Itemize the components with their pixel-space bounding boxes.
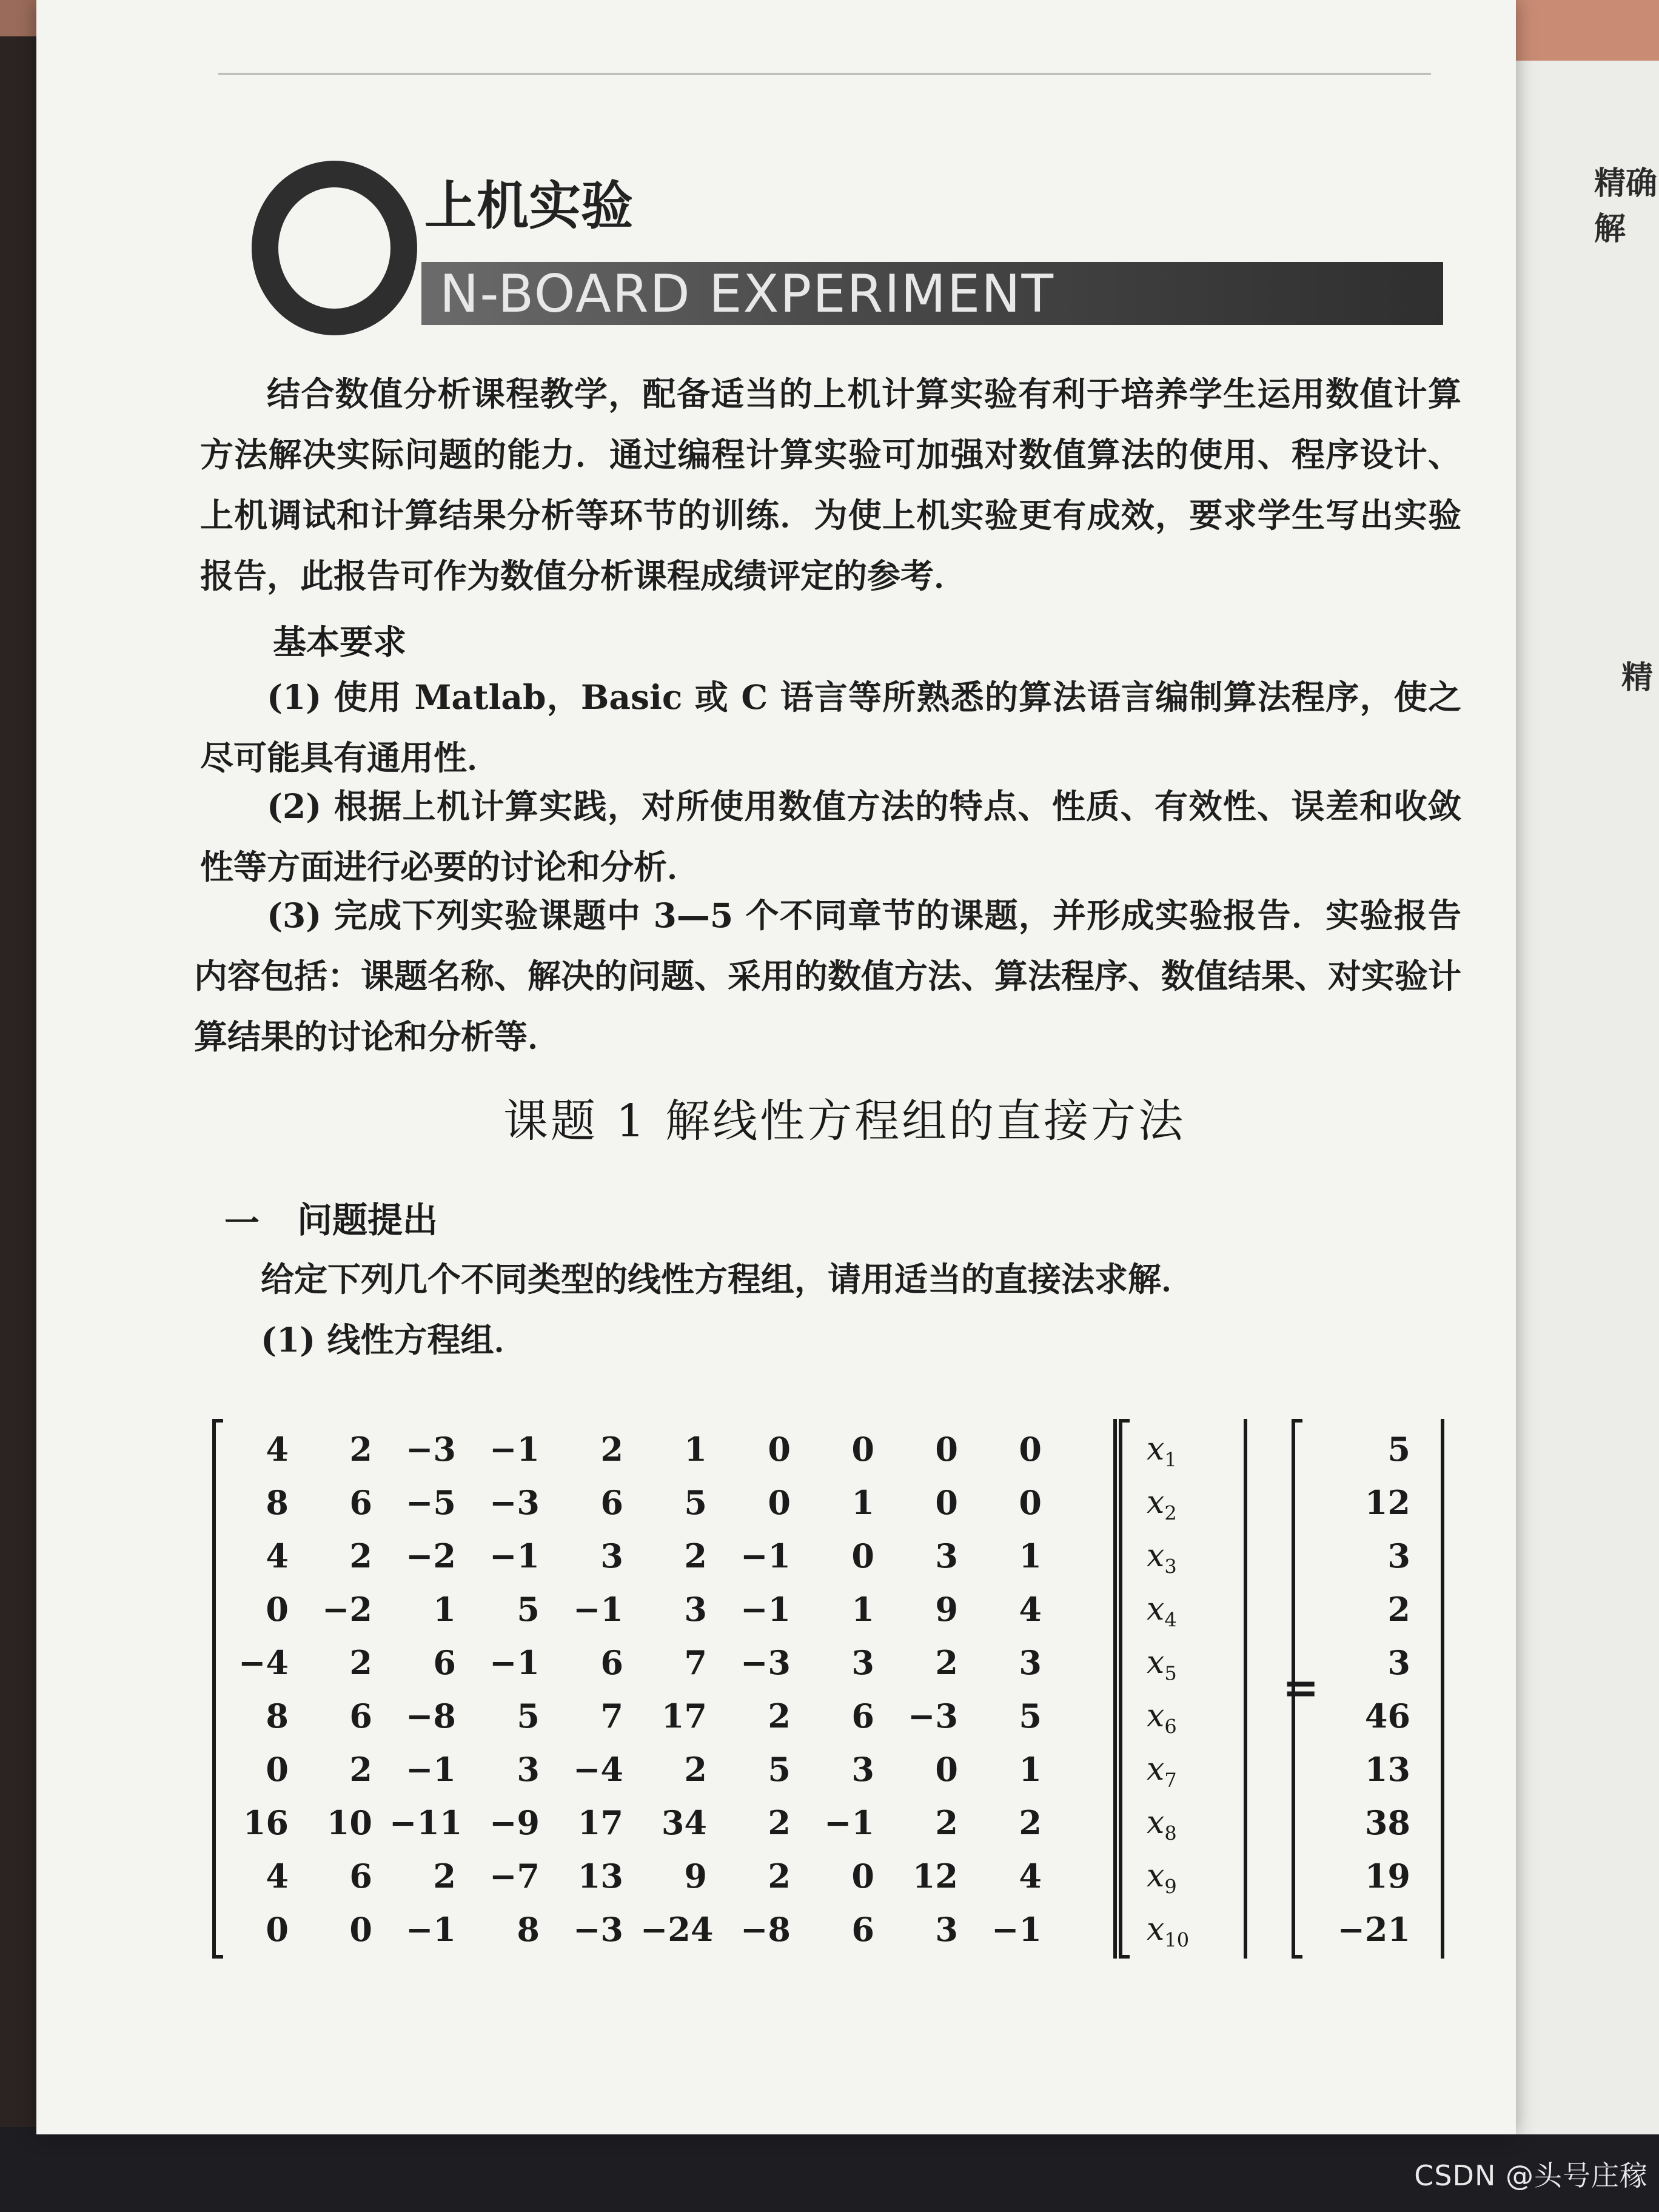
matrix-a-cell: −2 (406, 1537, 456, 1575)
unknown-vector (1119, 1419, 1247, 1959)
matrix-a-cell: 6 (349, 1697, 372, 1735)
vector-b-cell: 3 (1387, 1537, 1410, 1575)
vector-x-index: 3 (1164, 1555, 1177, 1578)
matrix-a-cell: 7 (684, 1643, 707, 1682)
matrix-a-cell: −1 (489, 1643, 540, 1682)
matrix-a-cell: −1 (740, 1537, 791, 1575)
matrix-a-cell: 17 (577, 1803, 623, 1842)
vector-b-cell: 38 (1364, 1803, 1410, 1842)
right-page (1507, 61, 1659, 2134)
vector-x-index: 6 (1164, 1715, 1177, 1738)
matrix-a-cell: 2 (768, 1857, 791, 1895)
matrix-a-cell: 2 (349, 1643, 372, 1682)
topic-label: 课题 (503, 1095, 598, 1147)
matrix-a-cell: 17 (661, 1697, 707, 1735)
equals-sign: = (1282, 1661, 1319, 1713)
book-page (36, 0, 1516, 2134)
header-rule (218, 73, 1431, 75)
matrix-a-cell: 3 (600, 1537, 623, 1575)
matrix-a-cell: 5 (517, 1590, 540, 1629)
vector-x-index: 10 (1164, 1928, 1190, 1952)
vector-x-cell (1147, 1423, 1232, 1476)
matrix-a-cell: −3 (406, 1430, 456, 1469)
topic-number: 1 (616, 1095, 648, 1147)
vector-b-cell: 3 (1387, 1643, 1410, 1682)
matrix-a-cell: −2 (322, 1590, 372, 1629)
matrix-a-cell: −1 (573, 1590, 623, 1629)
matrix-a-cell: −9 (489, 1803, 540, 1842)
matrix-a-cell: 0 (768, 1430, 791, 1469)
matrix-a-cell: −1 (489, 1430, 540, 1469)
matrix-a-cell: 10 (326, 1803, 372, 1842)
matrix-a-cell: 2 (768, 1697, 791, 1735)
matrix-a-cell: 0 (851, 1537, 874, 1575)
matrix-a-cell: 9 (684, 1857, 707, 1895)
matrix-a-cell: −4 (573, 1750, 623, 1789)
watermark: CSDN @头号庄稼 (1414, 2159, 1648, 2192)
matrix-a-cell: 4 (1019, 1857, 1042, 1895)
matrix-a-cell: 4 (266, 1537, 289, 1575)
background-bottom (0, 2127, 1659, 2212)
matrix-a-cell: 2 (1019, 1803, 1042, 1842)
matrix-a-cell: 6 (851, 1910, 874, 1949)
coefficient-matrix (212, 1419, 1117, 1959)
requirements-heading: 基本要求 (273, 622, 407, 662)
matrix-a-cell: −7 (489, 1857, 540, 1895)
vector-b-cell: 12 (1364, 1483, 1410, 1522)
vector-x-symbol: x (1147, 1751, 1165, 1788)
vector-x-index: 4 (1164, 1608, 1177, 1632)
matrix-a-cell: −8 (406, 1697, 456, 1735)
banner-letter-o (252, 161, 417, 335)
vector-x-index: 1 (1164, 1448, 1177, 1472)
intro-paragraph: 结合数值分析课程教学，配备适当的上机计算实验有利于培养学生运用数值计算方法解决实际问题的能力．通过编程计算实验可加强对数值算法的使用、程序设计、上机调试和计算结果分析等环节的训练．为使上机实验更有成效，要求学生写出实验报告，此报告可作为数值分析课程成绩评定的参考． (200, 374, 1461, 595)
matrix-a-cell: 6 (600, 1483, 623, 1522)
matrix-a-cell: −1 (406, 1910, 456, 1949)
vector-x-cell (1147, 1849, 1232, 1903)
matrix-a-cell: 0 (349, 1910, 372, 1949)
matrix-a-cell: 5 (517, 1697, 540, 1735)
matrix-a-cell: 4 (266, 1857, 289, 1895)
section-mark: 一 (224, 1202, 260, 1244)
section-text: 给定下列几个不同类型的线性方程组，请用适当的直接法求解． (261, 1259, 1195, 1299)
matrix-a-cell: −3 (908, 1697, 958, 1735)
matrix-a-cell: 8 (266, 1483, 289, 1522)
banner-title-en: N-BOARD EXPERIMENT (440, 264, 1055, 324)
vector-x-symbol: x (1147, 1591, 1165, 1627)
vector-x-index: 5 (1164, 1661, 1177, 1685)
matrix-a-cell: −11 (389, 1803, 463, 1842)
requirement-item-1: (1) 使用 Matlab，Basic 或 C 语言等所熟悉的算法语言编制算法程序，使之尽可能具有通用性． (200, 677, 1461, 777)
matrix-a-cell: 5 (768, 1750, 791, 1789)
vector-x-cell (1147, 1689, 1232, 1743)
vector-x-index: 9 (1164, 1875, 1177, 1899)
matrix-a-cell: 0 (935, 1483, 958, 1522)
matrix-a-cell: −1 (991, 1910, 1042, 1949)
vector-b-cell: 19 (1364, 1857, 1410, 1895)
matrix-a-cell: 3 (684, 1590, 707, 1629)
vector-x-symbol: x (1147, 1805, 1165, 1841)
matrix-a-cell: 4 (266, 1430, 289, 1469)
matrix-a-cell: 2 (349, 1537, 372, 1575)
matrix-a-cell: 1 (684, 1430, 707, 1469)
matrix-a-cell: 0 (935, 1430, 958, 1469)
matrix-a-cell: 16 (243, 1803, 289, 1842)
section-title: 问题提出 (297, 1199, 438, 1241)
matrix-a-cell: 1 (851, 1590, 874, 1629)
matrix-a-cell: 2 (433, 1857, 456, 1895)
matrix-a-cell: 7 (600, 1697, 623, 1735)
requirement-item-3: (3) 完成下列实验课题中 3—5 个不同章节的课题，并形成实验报告．实验报告内容包括：课题名称、解决的问题、采用的数值方法、算法程序、数值结果、对实验计算结果的讨论和分析等． (194, 896, 1462, 1056)
matrix-a-cell: 3 (935, 1910, 958, 1949)
matrix-a-cell: 3 (935, 1537, 958, 1575)
matrix-a-cell: 2 (600, 1430, 623, 1469)
vector-x-symbol: x (1147, 1538, 1165, 1574)
banner-title-cn: 上机实验 (424, 175, 633, 236)
vector-x-cell (1147, 1636, 1232, 1689)
matrix-a-cell: −5 (406, 1483, 456, 1522)
matrix-a-cell: 0 (851, 1430, 874, 1469)
matrix-a-cell: 6 (600, 1643, 623, 1682)
matrix-a-cell: −4 (238, 1643, 289, 1682)
matrix-a-cell: 2 (935, 1803, 958, 1842)
topic-title (503, 1085, 1185, 1150)
vector-x-index: 2 (1164, 1501, 1177, 1525)
matrix-a-cell: −3 (489, 1483, 540, 1522)
right-page-text-mid: 精 (1621, 659, 1654, 696)
vector-x-symbol: x (1147, 1431, 1165, 1467)
matrix-a-cell: 3 (517, 1750, 540, 1789)
matrix-a-cell: 3 (851, 1750, 874, 1789)
vector-x-symbol: x (1147, 1698, 1165, 1734)
matrix-a-cell: 0 (1019, 1430, 1042, 1469)
matrix-a-cell: 1 (851, 1483, 874, 1522)
vector-x-index: 8 (1164, 1822, 1177, 1845)
matrix-a-cell: 13 (577, 1857, 623, 1895)
requirement-item-2: (2) 根据上机计算实践，对所使用数值方法的特点、性质、有效性、误差和收敛性等方面进行必要的讨论和分析． (200, 786, 1461, 886)
matrix-a-cell: 0 (266, 1910, 289, 1949)
matrix-a-cell: 1 (433, 1590, 456, 1629)
vector-b-cell: 46 (1364, 1697, 1410, 1735)
vector-x-symbol: x (1147, 1644, 1165, 1681)
matrix-a-cell: 0 (935, 1750, 958, 1789)
matrix-a-cell: 6 (349, 1857, 372, 1895)
section-subitem: (1) 线性方程组． (261, 1320, 528, 1359)
matrix-a-cell: −1 (824, 1803, 874, 1842)
matrix-a-cell: 6 (433, 1643, 456, 1682)
matrix-a-cell: 1 (1019, 1750, 1042, 1789)
matrix-a-cell: 8 (266, 1697, 289, 1735)
matrix-a-cell: 2 (768, 1803, 791, 1842)
matrix-a-cell: 12 (912, 1857, 958, 1895)
right-page-text-top: 精确解 (1594, 165, 1658, 247)
matrix-a-cell: 0 (768, 1483, 791, 1522)
matrix-a-cell: 4 (1019, 1590, 1042, 1629)
rhs-vector (1292, 1419, 1444, 1959)
matrix-a-cell: 5 (1019, 1697, 1042, 1735)
vector-x-cell (1147, 1583, 1232, 1636)
vector-b-cell: 5 (1387, 1430, 1410, 1469)
vector-x-cell (1147, 1796, 1232, 1849)
matrix-a-cell: 5 (684, 1483, 707, 1522)
matrix-a-cell: 34 (661, 1803, 707, 1842)
vector-x-cell (1147, 1903, 1232, 1956)
matrix-a-cell: −1 (740, 1590, 791, 1629)
vector-x-cell (1147, 1476, 1232, 1529)
vector-b-cell: −21 (1337, 1910, 1410, 1949)
matrix-a-cell: −8 (740, 1910, 791, 1949)
vector-x-symbol: x (1147, 1484, 1165, 1521)
vector-x-symbol: x (1147, 1911, 1165, 1948)
vector-x-cell (1147, 1529, 1232, 1583)
matrix-a-cell: −3 (740, 1643, 791, 1682)
matrix-a-cell: 3 (1019, 1643, 1042, 1682)
matrix-a-cell: 2 (349, 1430, 372, 1469)
matrix-a-cell: 2 (684, 1537, 707, 1575)
vector-x-symbol: x (1147, 1858, 1165, 1894)
vector-b-cell: 13 (1364, 1750, 1410, 1789)
vector-b-cell: 2 (1387, 1590, 1410, 1629)
vector-x-index: 7 (1164, 1768, 1177, 1792)
matrix-a-cell: 0 (266, 1590, 289, 1629)
topic-name: 解线性方程组的直接方法 (665, 1095, 1186, 1147)
matrix-a-cell: 3 (851, 1643, 874, 1682)
matrix-a-cell: −1 (406, 1750, 456, 1789)
matrix-a-cell: 9 (935, 1590, 958, 1629)
matrix-a-cell: 2 (935, 1643, 958, 1682)
vector-x-cell (1147, 1743, 1232, 1796)
matrix-a-cell: 8 (517, 1910, 540, 1949)
matrix-a-cell: 1 (1019, 1537, 1042, 1575)
matrix-a-cell: 0 (851, 1857, 874, 1895)
matrix-a-cell: −3 (573, 1910, 623, 1949)
matrix-a-cell: 2 (684, 1750, 707, 1789)
matrix-a-cell: −24 (640, 1910, 714, 1949)
matrix-a-cell: 0 (266, 1750, 289, 1789)
matrix-a-cell: −1 (489, 1537, 540, 1575)
matrix-a-cell: 2 (349, 1750, 372, 1789)
matrix-a-cell: 6 (349, 1483, 372, 1522)
matrix-a-cell: 0 (1019, 1483, 1042, 1522)
matrix-a-cell: 6 (851, 1697, 874, 1735)
